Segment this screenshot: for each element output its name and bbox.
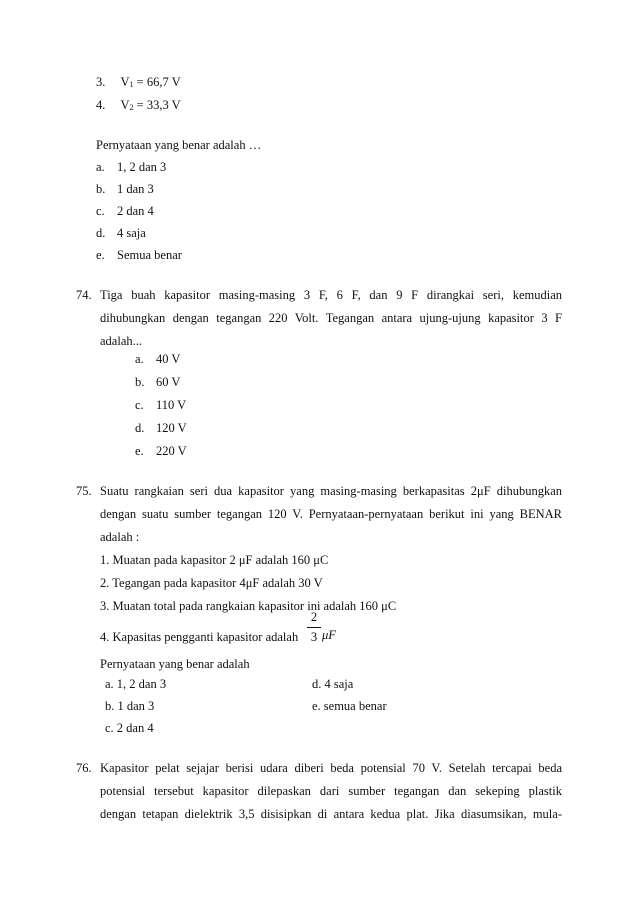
option-c: c. 110 V [135, 398, 187, 412]
question-text-line: Tiga buah kapasitor masing-masing 3 F, 6 F, dan 9 F dirangkai seri, kemudian [100, 288, 562, 302]
statement-3 [96, 75, 181, 90]
question-text-line: dihubungkan dengan tegangan 220 Volt. Tegangan antara ujung-ujung kapasitor 3 F [100, 311, 562, 325]
statement-2: 2. Tegangan pada kapasitor 4μF adalah 30 V [100, 576, 323, 590]
fraction-unit: μF [322, 628, 336, 642]
question-prompt: Pernyataan yang benar adalah [100, 657, 250, 671]
statement-1: 1. Muatan pada kapasitor 2 μF adalah 160 μC [100, 553, 329, 567]
fraction-bar [307, 627, 321, 628]
fraction-numerator: 2 [310, 610, 318, 624]
question-prompt: Pernyataan yang benar adalah … [96, 138, 262, 152]
statement-number: 3. [96, 75, 106, 89]
fraction-denominator: 3 [310, 630, 318, 644]
question-number-74: 74. [76, 288, 92, 302]
option-e: e. semua benar [312, 699, 387, 713]
question-number-76: 76. [76, 761, 92, 775]
question-text-line: Suatu rangkaian seri dua kapasitor yang masing-masing berkapasitas 2μF dihubungkan [100, 484, 562, 498]
option-c: c. 2 dan 4 [105, 721, 154, 735]
option-a: a. 40 V [135, 352, 181, 366]
question-text-line: dengan suatu sumber tegangan 120 V. Pernyataan-pernyataan berikut ini yang BENAR [100, 507, 562, 521]
question-text-line: potensial tersebut kapasitor dilepaskan dari sumber tegangan dan sekeping plastik [100, 784, 562, 798]
statement-4 [96, 98, 181, 113]
option-e: e. 220 V [135, 444, 187, 458]
question-text-line: adalah... [100, 334, 142, 348]
statement-text: $V_2 = 33,3$ V [120, 98, 181, 112]
option-e: e. Semua benar [96, 248, 182, 262]
option-b: b. 60 V [135, 375, 181, 389]
option-b: b. 1 dan 3 [96, 182, 154, 196]
option-d: d. 4 saja [96, 226, 146, 240]
question-number-75: 75. [76, 484, 92, 498]
fraction [307, 610, 321, 645]
question-text-line: Kapasitor pelat sejajar berisi udara diberi beda potensial 70 V. Setelah tercapai beda [100, 761, 562, 775]
statement-text: $V_1 = 66,7$ V [120, 75, 181, 89]
question-text-line: adalah : [100, 530, 140, 544]
statement-number: 4. [96, 98, 106, 112]
option-b: b. 1 dan 3 [105, 699, 155, 713]
option-c: c. 2 dan 4 [96, 204, 154, 218]
statement-3: 3. Muatan total pada rangkaian kapasitor ini adalah 160 μC [100, 599, 397, 613]
statement-4: 4. Kapasitas pengganti kapasitor adalah [100, 630, 299, 644]
question-text-line: dengan tetapan dielektrik 3,5 disisipkan di antara kedua plat. Jika diasumsikan, mula- [100, 807, 562, 821]
option-a: a. 1, 2 dan 3 [96, 160, 167, 174]
option-a: a. 1, 2 dan 3 [105, 677, 167, 691]
option-d: d. 120 V [135, 421, 187, 435]
option-d: d. 4 saja [312, 677, 354, 691]
